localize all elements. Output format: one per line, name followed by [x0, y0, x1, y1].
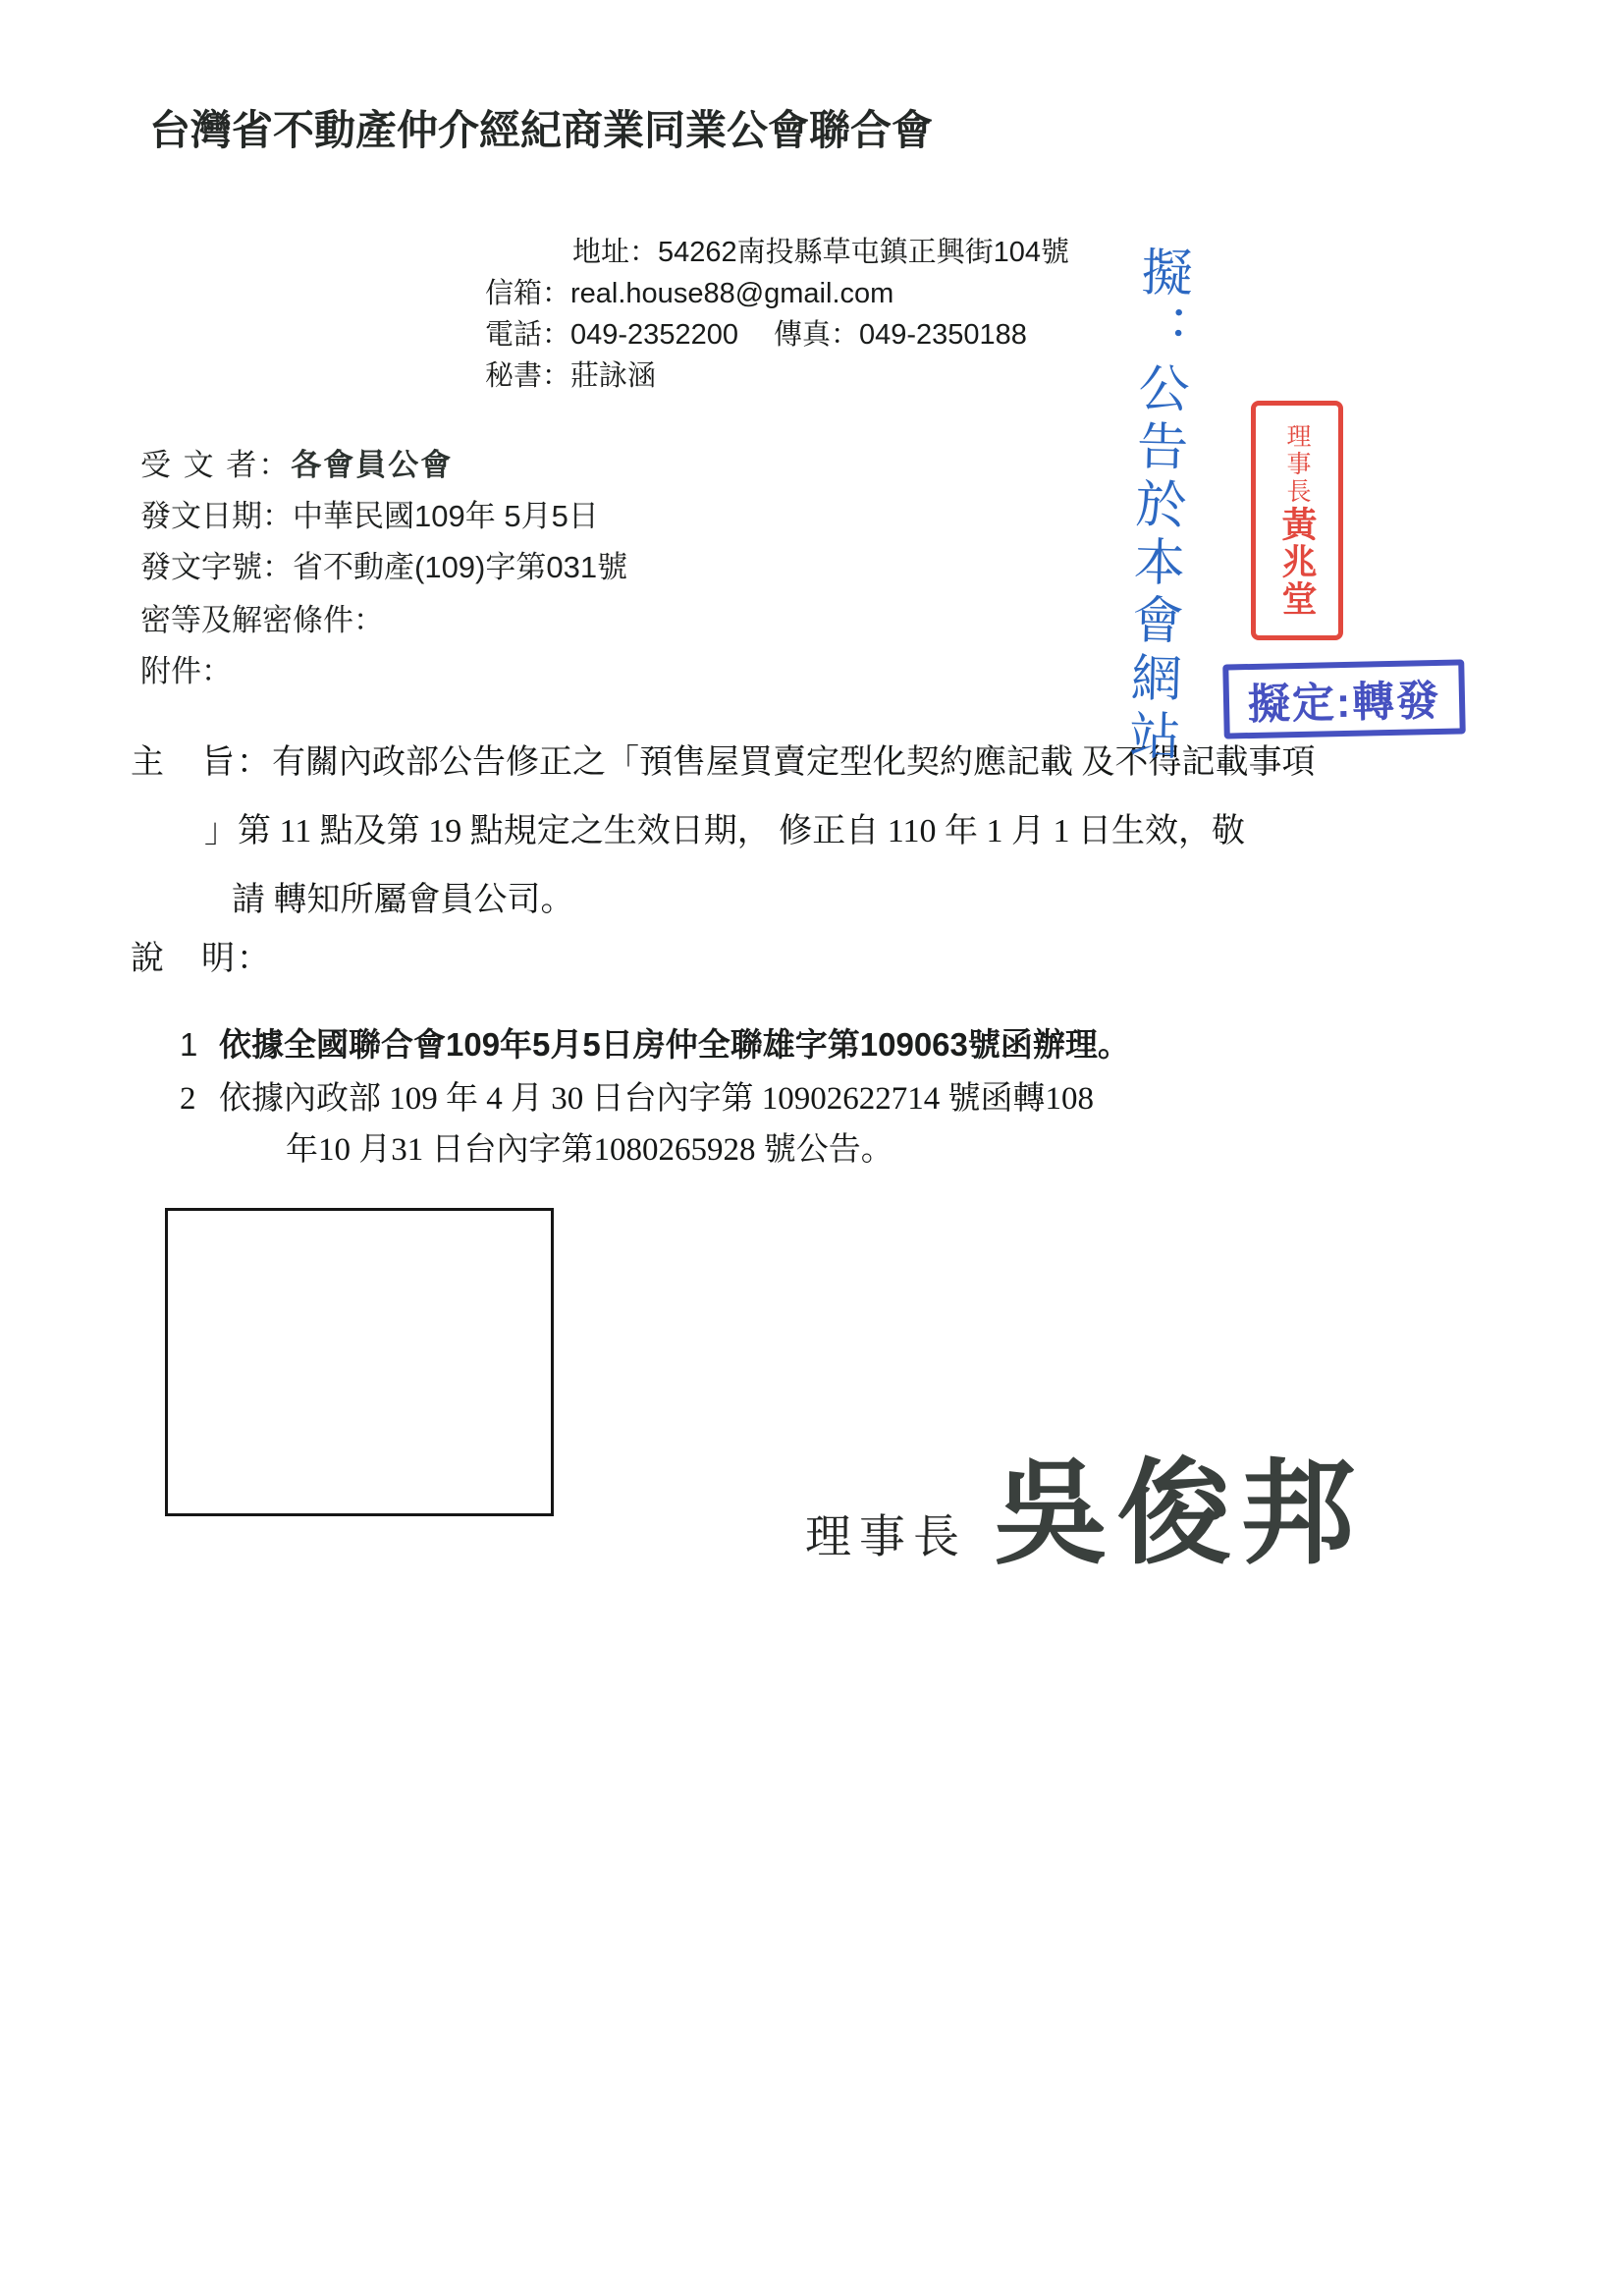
- secretary-value: 莊詠涵: [570, 360, 657, 392]
- subject-line-2: [204, 803, 1245, 851]
- recipient-line: [140, 440, 453, 484]
- attachment-label: 附件：: [140, 654, 232, 688]
- secretary-label: 秘書：: [485, 360, 571, 392]
- email-value: real.house88@gmail.com: [570, 278, 894, 309]
- address-value: 54262南投縣草屯鎮正興街104號: [658, 237, 1070, 268]
- fax-value: 049-2350188: [858, 319, 1027, 351]
- explanation-item-2-line-1: [180, 1072, 1094, 1119]
- signature-name: 吳俊邦: [994, 1449, 1365, 1577]
- doc-number-label: 發文字號：: [140, 550, 293, 584]
- forwarding-blue-stamp: 擬定:轉發: [1222, 659, 1466, 738]
- phone-value: 049-2352200: [570, 319, 738, 351]
- subject-text-1: 有關內政部公告修正之「預售屋買賣定型化契約應記載 及不得記載事項: [272, 744, 1316, 781]
- contact-secretary-line: [485, 354, 656, 394]
- red-stamp-title: 理事長: [1283, 423, 1311, 506]
- doc-number-line: [140, 542, 627, 586]
- address-label: 地址：: [572, 237, 659, 268]
- item-1-number: 1: [180, 1026, 198, 1063]
- issue-date-line: [140, 491, 599, 535]
- item-2-number: 2: [180, 1081, 196, 1117]
- item-1-text: 依據全國聯合會109年5月5日房仲全聯雄字第109063號函辦理。: [219, 1026, 1130, 1063]
- attachment-line: [140, 646, 232, 690]
- explanation-item-2-line-2: [286, 1123, 893, 1170]
- email-label: 信箱：: [485, 278, 571, 309]
- classification-line: [140, 595, 384, 639]
- phone-label: 電話：: [485, 319, 571, 351]
- subject-text-3: 請 轉知所屬會員公司。: [232, 882, 574, 918]
- red-stamp-name: 黃兆堂: [1277, 506, 1318, 618]
- handwritten-approval-note: 擬：公告於本會網站: [1120, 245, 1191, 768]
- subject-line-3: [232, 872, 574, 920]
- contact-email-line: [485, 271, 893, 311]
- subject-label: 主 旨：: [131, 743, 272, 781]
- contact-address-line: [572, 230, 1069, 270]
- chairman-red-stamp-text: [1277, 423, 1318, 618]
- explanation-heading: 說 明：: [131, 940, 272, 977]
- recipient-value: 各會員公會: [291, 448, 454, 482]
- issue-date-label: 發文日期：: [140, 499, 293, 533]
- issue-date-value: 中華民國109年 5月5日: [293, 499, 599, 533]
- fax-label: 傳真：: [773, 319, 859, 351]
- empty-attachment-box: [165, 1208, 554, 1516]
- classification-label: 密等及解密條件：: [140, 603, 384, 637]
- page-title: 台灣省不動產仲介經紀商業同業公會聯合會: [149, 107, 934, 153]
- subject-text-2: 」第 11 點及第 19 點規定之生效日期， 修正自 110 年 1 月 1 日生效，敬: [204, 813, 1245, 849]
- item-2-text-2: 年10 月31 日台內字第1080265928 號公告。: [286, 1132, 893, 1168]
- recipient-label: 受 文 者：: [140, 448, 292, 482]
- chairman-red-stamp: [1251, 401, 1343, 640]
- contact-phone-line: [485, 312, 1027, 353]
- item-2-text-1: 依據內政部 109 年 4 月 30 日台內字第 10902622714 號函轉108: [219, 1081, 1094, 1117]
- explanation-item-1: [180, 1019, 1130, 1066]
- doc-number-value: 省不動產(109)字第031號: [293, 550, 628, 584]
- signature-title: 理事長: [805, 1510, 967, 1562]
